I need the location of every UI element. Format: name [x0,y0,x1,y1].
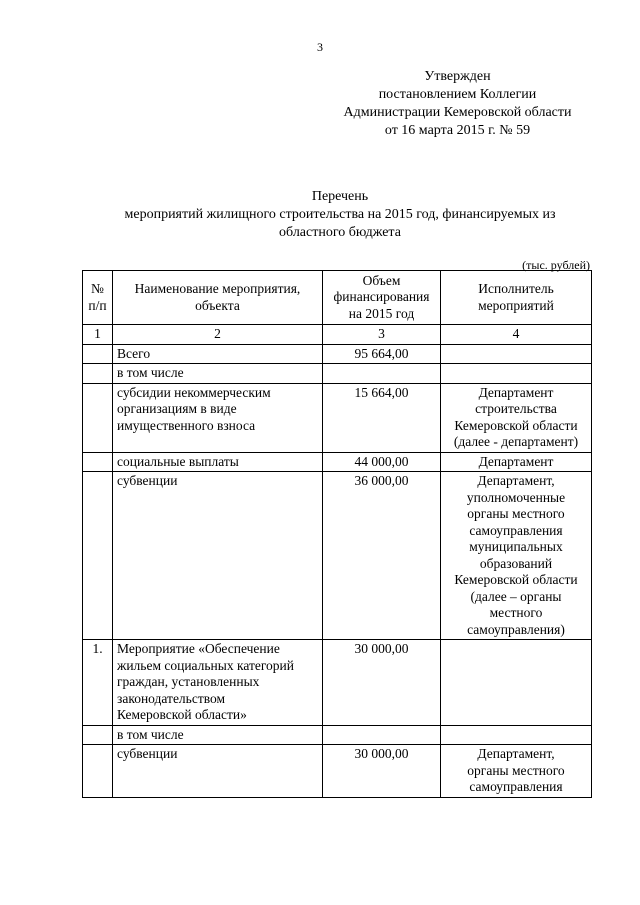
row-executor-line: органы местного [467,762,565,778]
row-number: 1. [83,640,113,726]
row-executor-line: (далее - департамент) [453,434,579,449]
table-body [83,344,592,797]
row-executor [441,452,592,472]
page-number: 3 [317,40,323,54]
table-row [83,344,592,364]
row-executor-line: Кемеровской области [454,417,578,433]
header-executor [441,271,592,325]
approval-line: Администрации Кемеровской области [343,105,572,120]
row-executor-line: Кемеровской области [454,572,578,587]
table-row [83,452,592,472]
row-name [113,745,323,798]
row-number [83,472,113,640]
row-amount: 36 000,00 [323,472,441,640]
row-executor [441,745,592,798]
row-executor-line: органы местного [467,506,565,521]
row-amount [323,725,441,745]
row-name-line: в том числе [117,365,184,380]
row-name [113,452,323,472]
table-row [83,640,592,726]
row-executor-line: (далее – органы [470,588,562,604]
row-number [83,745,113,798]
approval-line: Утвержден [424,69,491,84]
header-num [83,271,113,325]
row-name [113,640,323,726]
header-line: мероприятий [478,297,554,313]
row-executor-line: муниципальных [469,539,563,554]
row-amount: 95 664,00 [323,344,441,364]
header-line: объекта [195,297,240,313]
row-executor-line: Департамент [478,384,554,400]
header-line: п/п [88,297,107,313]
row-executor-line: Департамент [478,453,554,469]
row-number [83,383,113,452]
row-name [113,472,323,640]
row-number [83,344,113,364]
row-name-line: субсидии некоммерческим [117,384,271,400]
header-volume [323,271,441,325]
row-name-line: имущественного взноса [117,417,256,433]
column-number: 4 [441,325,592,345]
header-line: финансирования [333,289,430,305]
column-number: 2 [113,325,323,345]
header-name [113,271,323,325]
row-amount: 30 000,00 [323,745,441,798]
row-name-line: жильем социальных категорий [117,657,295,673]
row-executor-line: Департамент, [477,473,555,488]
row-executor [441,472,592,640]
approval-line: постановлением Коллегии [378,87,537,102]
row-executor-line: Департамент, [477,746,555,761]
row-executor-line: самоуправления [469,522,563,538]
title-line: мероприятий жилищного строительства на 2015 год, финансируемых из [124,207,556,222]
row-executor [441,725,592,745]
header-line: № [91,281,104,296]
table-row [83,472,592,640]
row-name [113,344,323,364]
approval-line: от 16 марта 2015 г. № 59 [384,123,531,138]
row-number [83,452,113,472]
row-amount: 30 000,00 [323,640,441,726]
row-name-line: Мероприятие «Обеспечение [117,641,280,656]
row-number [83,725,113,745]
row-executor-line: образований [479,555,553,571]
row-name [113,364,323,384]
row-name-line: граждан, установленных [117,674,260,689]
table-row [83,745,592,798]
header-line: Наименование мероприятия, [134,281,301,296]
column-number: 1 [83,325,113,345]
row-name-line: социальные выплаты [117,453,239,469]
row-amount [323,364,441,384]
header-line: Объем [362,272,401,288]
row-name-line: Всего [117,345,151,361]
row-executor [441,364,592,384]
title-line: областного бюджета [279,225,401,240]
row-executor-line: самоуправления [469,779,563,794]
row-number [83,364,113,384]
row-name [113,725,323,745]
row-amount: 15 664,00 [323,383,441,452]
row-executor [441,640,592,726]
title-line: Перечень [311,189,369,204]
funding-table [82,270,592,798]
header-line: на 2015 год [348,305,415,321]
row-name-line: субвенции [117,746,178,761]
row-executor-line: уполномоченные [466,489,566,505]
approval-block [330,68,585,140]
document-title [90,188,590,242]
row-name-line: организациям в виде [117,401,237,416]
row-executor-line: самоуправления) [467,621,565,637]
column-number: 3 [323,325,441,345]
table-row [83,364,592,384]
table-row [83,383,592,452]
row-name-line: законодательством [117,690,226,706]
row-executor [441,344,592,364]
row-name-line: субвенции [117,473,178,488]
column-number-row [83,325,592,345]
row-name-line: в том числе [117,726,184,742]
header-line: Исполнитель [478,281,554,296]
row-name-line: Кемеровской области» [117,707,247,722]
row-executor [441,383,592,452]
row-executor-line: строительства [475,401,557,416]
units-note: (тыс. рублей) [522,258,590,272]
table-row [83,725,592,745]
row-executor-line: местного [489,605,543,620]
header-row [83,271,592,325]
row-name [113,383,323,452]
row-amount: 44 000,00 [323,452,441,472]
